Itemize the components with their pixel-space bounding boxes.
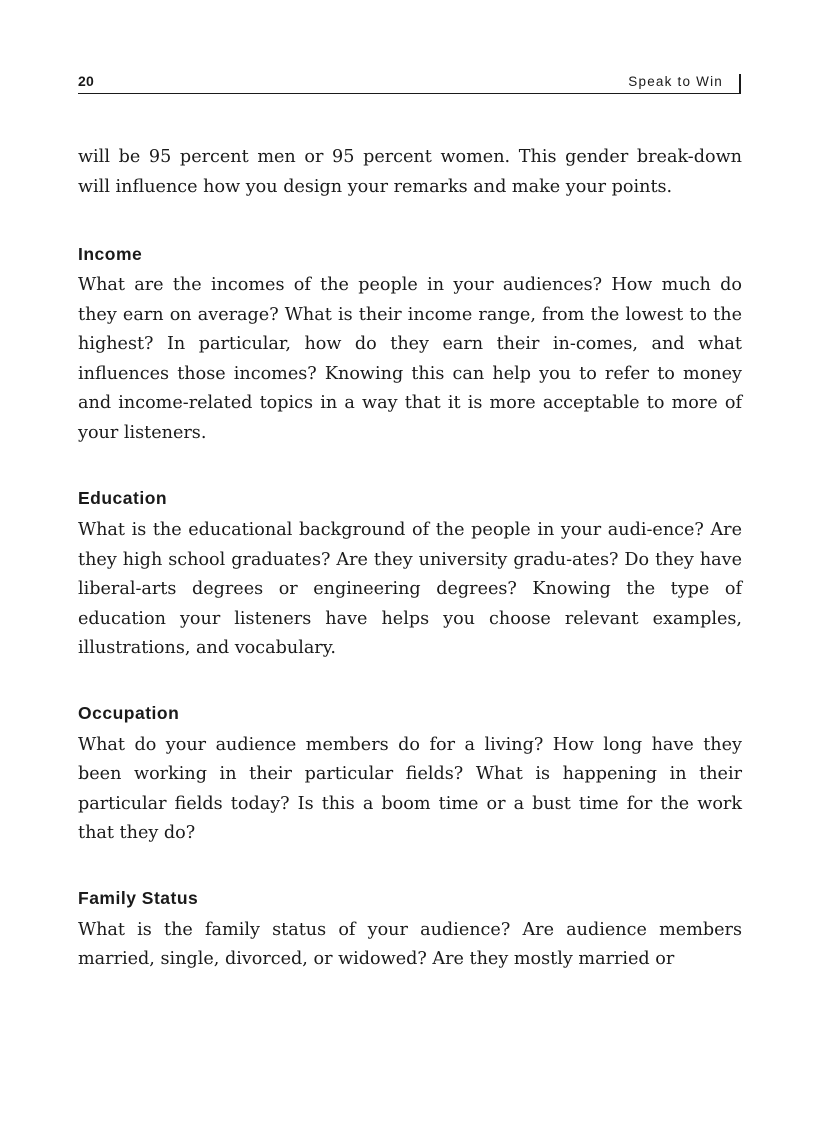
section-education [78,486,742,664]
intro-paragraph: will be 95 percent men or 95 percent women. This gender break-down will influence how you design your remarks and make your points. [78,147,742,197]
header-rule-tick [739,74,741,93]
section-heading-occupation: Occupation [78,702,180,723]
section-paragraph-occupation: What do your audience members do for a living? How long have they been working in their particular fields? What is happening in their particular fields today? Is this a boom time or a bust time for the work that they do? [78,734,742,843]
section-paragraph-family-status: What is the family status of your audience? Are audience members married, single, divorced, or widowed? Are they mostly married or [78,919,742,969]
section-heading-family-status: Family Status [78,887,199,908]
page-body [78,143,742,975]
section-paragraph-education: What is the educational background of the people in your audi-ence? Are they high school graduates? Are they university gradu-ates? Do they have liberal-arts degrees or engineering degrees? Knowing the type of education your listeners have helps you choose relevant examples, illustrations, and vocabulary. [78,520,742,658]
section-heading-education: Education [78,488,168,508]
book-title: Speak to Win [628,74,723,89]
running-head [78,72,741,94]
section-occupation [78,701,742,849]
section-family-status [78,886,742,975]
section-heading-income: Income [78,244,143,264]
section-paragraph-income: What are the incomes of the people in your audiences? How much do they earn on average? What is their income range, from the lowest to the highest? In particular, how do they earn their in-comes, and what influences those incomes? Knowing this can help you to refer to money and income-related topics in a way that it is more acceptable to more of your listeners. [78,275,742,443]
page-number: 20 [78,73,94,89]
section-income [78,242,742,448]
